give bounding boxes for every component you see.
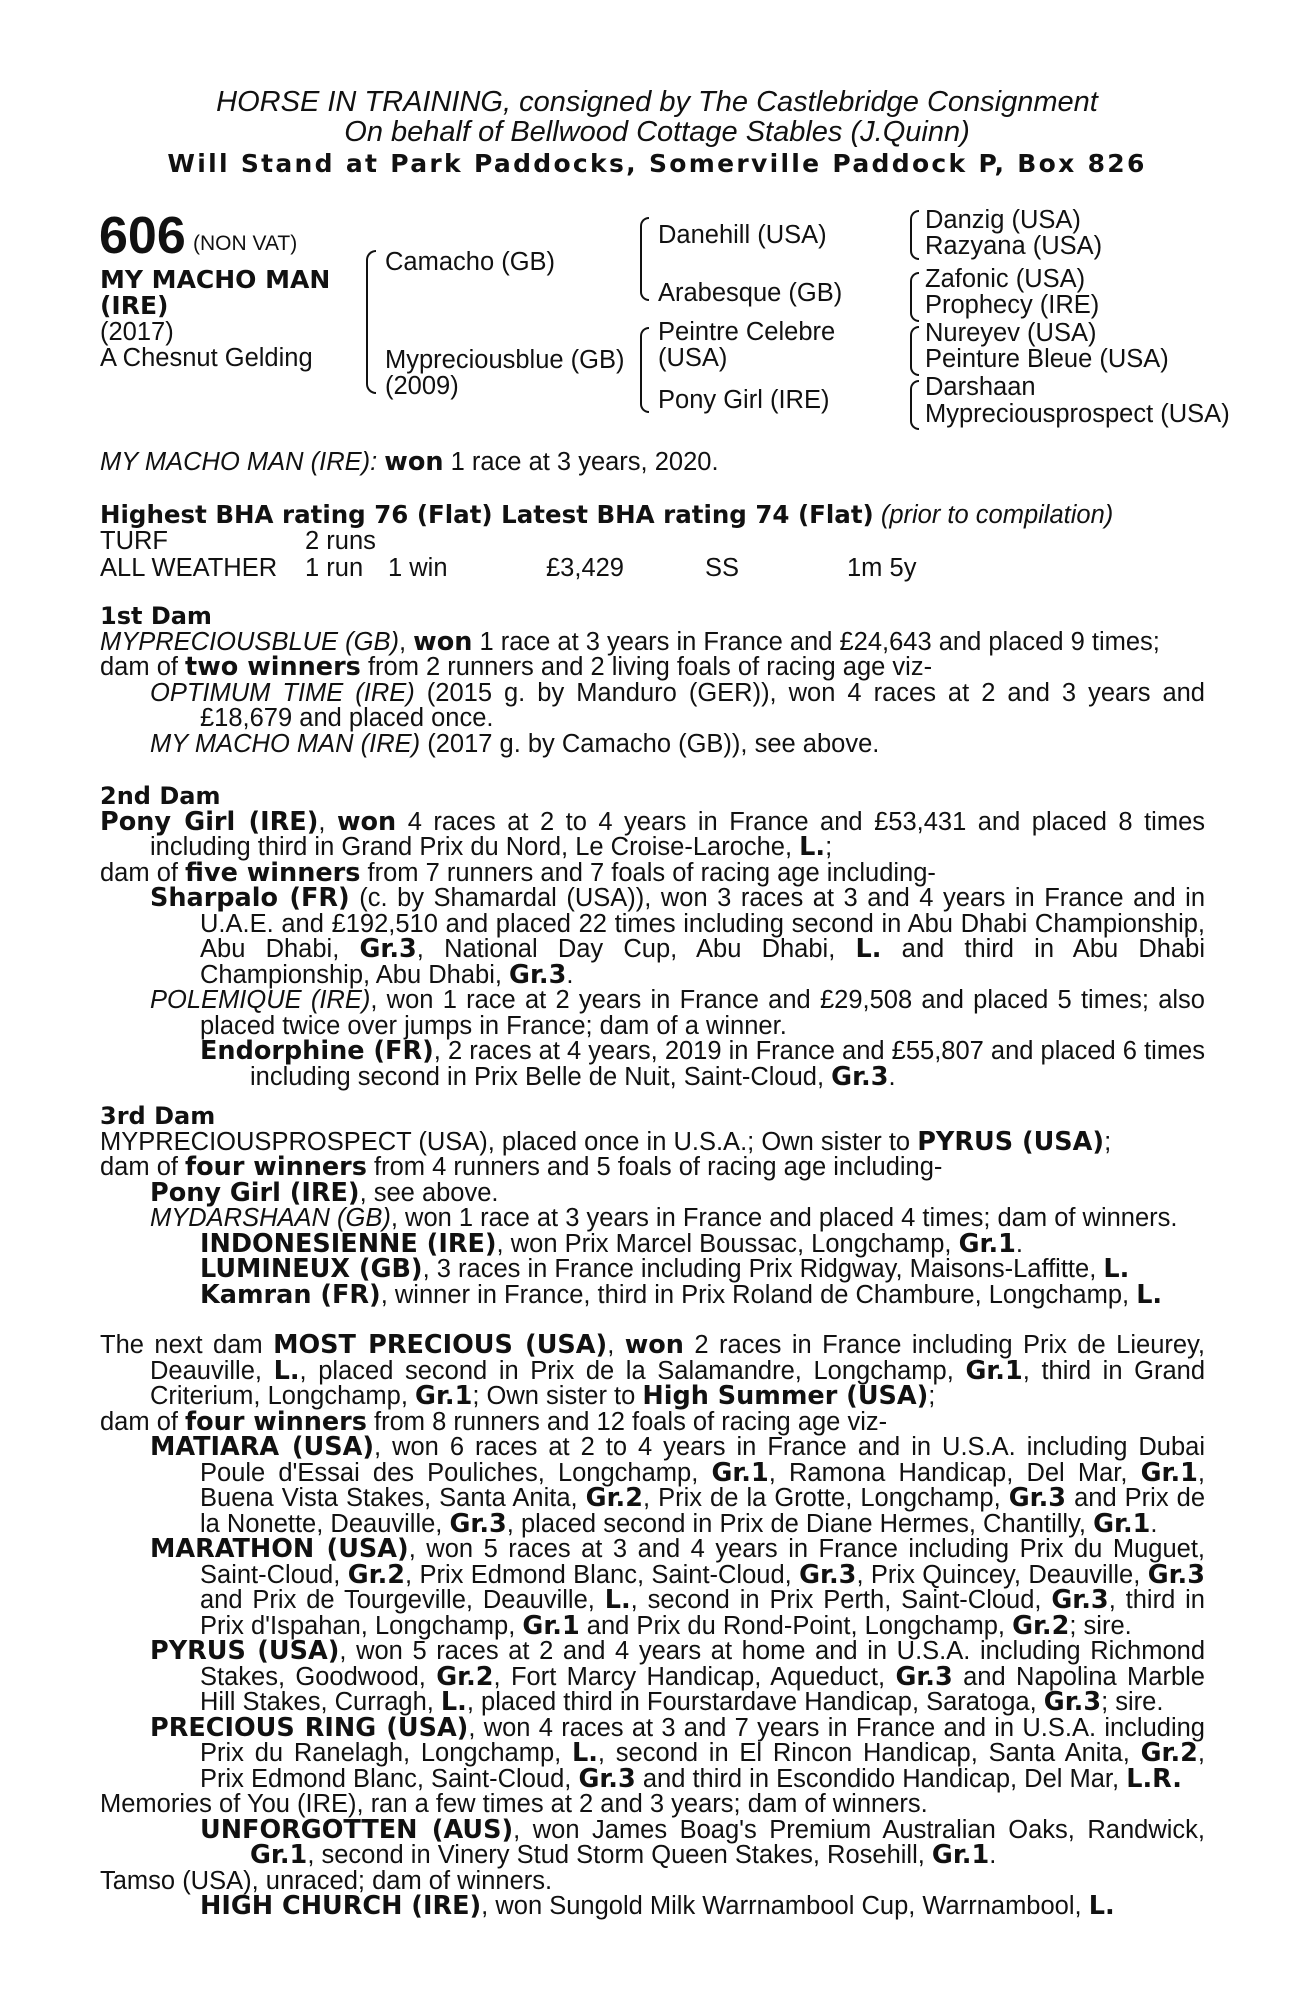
horse-description: A Chesnut Gelding — [100, 344, 313, 372]
second-dam-grandfoal-endorphine: Endorphine (FR), 2 races at 4 years, 2019 in France and £55,807 and placed 6 times including second in Prix Belle de Nuit, Saint-Cloud, Gr.3. — [200, 1036, 1205, 1092]
next-dam-foal-pyrus: PYRUS (USA), won 5 races at 2 and 4 years at home and in U.S.A. including Richmond Stakes, Goodwood, Gr.2, Fort Marcy Handicap, Aqueduct, Gr.3 and Napolina Marble Hill Stakes, Curragh, L., placed third in Fourstardave Handicap, Saratoga, Gr.3; sire. — [150, 1636, 1206, 1717]
first-dam-foal-2: MY MACHO MAN (IRE) (2017 g. by Camacho (GB)), see above. — [150, 729, 880, 758]
next-dam-record: The next dam MOST PRECIOUS (USA), won 2 races in France including Prix de Lieurey, Deauville, L., placed second in Prix de la Salamandre, Longchamp, Gr.1, third in Grand Criterium, Longchamp, Gr.1; Own sister to High Summer (USA); — [100, 1330, 1206, 1411]
pedigree-dam-sire: Peintre Celebre — [658, 318, 836, 346]
foaling-year: (2017) — [100, 318, 174, 346]
aw-surface: SS — [705, 554, 740, 582]
next-dam-produce: dam of four winners from 8 runners and 12 foals of racing age viz- — [100, 1406, 888, 1437]
race-summary: MY MACHO MAN (IRE): won 1 race at 3 years, 2020. — [100, 447, 719, 477]
first-dam-produce: dam of two winners from 2 runners and 2 living foals of racing age viz- — [100, 652, 933, 682]
next-dam-section — [100, 1330, 1206, 1921]
next-dam-foal-tamso: Tamso (USA), unraced; dam of winners. — [100, 1866, 553, 1895]
third-dam-section — [100, 1104, 1205, 1308]
next-dam-grandfoal-unforgotten: UNFORGOTTEN (AUS), won James Boag's Premium Australian Oaks, Randwick, Gr.1, second in Vinery Stud Storm Queen Stakes, Rosehill, Gr.1. — [200, 1814, 1206, 1870]
first-dam-heading: 1st Dam — [100, 602, 212, 630]
third-dam-record: MYPRECIOUSPROSPECT (USA), placed once in U.S.A.; Own sister to PYRUS (USA); — [100, 1126, 1112, 1157]
third-dam-foal-pony-girl: Pony Girl (IRE), see above. — [150, 1177, 499, 1208]
pedigree-dam-dam: Pony Girl (IRE) — [658, 386, 830, 414]
pedigree-gen3-7: Darshaan — [925, 373, 1036, 401]
lot-number: 606 — [99, 207, 186, 265]
aw-prize: £3,429 — [546, 554, 624, 582]
next-dam-grandfoal-high-church: HIGH CHURCH (IRE), won Sungold Milk Warrnambool Cup, Warrnambool, L. — [200, 1891, 1115, 1921]
first-dam-record: MYPRECIOUSBLUE (GB), won 1 race at 3 years in France and £24,643 and placed 9 times; — [100, 626, 1160, 657]
second-dam-heading: 2nd Dam — [100, 782, 221, 810]
horse-name-country: (IRE) — [100, 291, 169, 320]
pedigree-gen3-5: Nureyev (USA) — [925, 319, 1097, 347]
pedigree-brace-main — [366, 250, 376, 394]
pedigree-gen3-2: Razyana (USA) — [925, 232, 1103, 260]
pedigree-gen3-1: Danzig (USA) — [925, 206, 1081, 234]
second-dam-produce: dam of five winners from 7 runners and 7 foals of racing age including- — [100, 857, 936, 888]
bha-rating: Highest BHA rating 76 (Flat) Latest BHA rating 74 (Flat) (prior to compilation) — [100, 500, 1114, 529]
pedigree-brace-4b — [910, 272, 919, 322]
pedigree-brace-dam — [640, 327, 649, 413]
pedigree-brace-4a — [910, 210, 919, 260]
pedigree-dam-year: (2009) — [385, 372, 459, 400]
vat-status: (NON VAT) — [193, 232, 298, 255]
second-dam-foal-polemique: POLEMIQUE (IRE), won 1 race at 2 years in France and £29,508 and placed 5 times; also placed twice over jumps in France; dam of a winner. — [150, 986, 1205, 1040]
pedigree-brace-4c — [910, 326, 919, 376]
consignor-line: HORSE IN TRAINING, consigned by The Castlebridge Consignment — [216, 86, 1098, 118]
first-dam-section — [100, 604, 1205, 757]
aw-wins: 1 win — [388, 554, 448, 582]
pedigree-gen3-8: Mypreciousprospect (USA) — [925, 400, 1230, 428]
on-behalf-line: On behalf of Bellwood Cottage Stables (J.Quinn) — [344, 116, 970, 148]
pedigree-gen3-6: Peinture Bleue (USA) — [925, 345, 1169, 373]
stand-location-line: Will Stand at Park Paddocks, Somerville Paddock P, Box 826 — [167, 149, 1147, 178]
pedigree-dam-sire-country: (USA) — [658, 344, 728, 372]
pedigree-gen3-3: Zafonic (USA) — [925, 265, 1086, 293]
second-dam-foal-sharpalo: Sharpalo (FR) (c. by Shamardal (USA)), won 3 races at 3 and 4 years in France and in U.A.E. and £192,510 and placed 22 times including second in Abu Dhabi Championship, Abu Dhabi, Gr.3, National Day Cup, Abu Dhabi, L. and third in Abu Dhabi Championship, Abu Dhabi, Gr.3. — [150, 883, 1206, 990]
turf-runs: 2 runs — [305, 527, 376, 555]
next-dam-foal-precious-ring: PRECIOUS RING (USA), won 4 races at 3 and 7 years in France and in U.S.A. including Prix du Ranelagh, Longchamp, L., second in El Rincon Handicap, Santa Anita, Gr.2, Prix Edmond Blanc, Saint-Cloud, Gr.3 and third in Escondido Handicap, Del Mar, L.R. — [150, 1712, 1205, 1794]
next-dam-foal-matiara: MATIARA (USA), won 6 races at 2 to 4 years in France and in U.S.A. including Dubai Poule d'Essai des Pouliches, Longchamp, Gr.1, Ramona Handicap, Del Mar, Gr.1, Buena Vista Stakes, Santa Anita, Gr.2, Prix de la Grotte, Longchamp, Gr.3 and Prix de la Nonette, Deauville, Gr.3, placed second in Prix de Diane Hermes, Chantilly, Gr.1. — [150, 1432, 1205, 1539]
pedigree-brace-4d — [910, 380, 919, 430]
next-dam-foal-marathon: MARATHON (USA), won 5 races at 3 and 4 years in France including Prix du Muguet, Saint-Cloud, Gr.2, Prix Edmond Blanc, Saint-Cloud, Gr.3, Prix Quincey, Deauville, Gr.3 and Prix de Tourgeville, Deauville, L., second in Prix Perth, Saint-Cloud, Gr.3, third in Prix d'Ispahan, Longchamp, Gr.1 and Prix du Rond-Point, Longchamp, Gr.2; sire. — [150, 1534, 1206, 1641]
third-dam-grandfoal-kamran: Kamran (FR), winner in France, third in Prix Roland de Chambure, Longchamp, L. — [200, 1279, 1163, 1310]
third-dam-produce: dam of four winners from 4 runners and 5 foals of racing age including- — [100, 1152, 943, 1182]
second-dam-record: Pony Girl (IRE), won 4 races at 2 to 4 years in France and £53,431 and placed 8 times including third in Grand Prix du Nord, Le Croise-Laroche, L.; — [100, 806, 1206, 862]
pedigree-sire-dam: Arabesque (GB) — [658, 279, 843, 307]
aw-label: ALL WEATHER — [100, 554, 278, 582]
pedigree-sire-sire: Danehill (USA) — [658, 221, 827, 249]
pedigree-gen3-4: Prophecy (IRE) — [925, 291, 1100, 319]
next-dam-foal-memories: Memories of You (IRE), ran a few times at 2 and 3 years; dam of winners. — [100, 1790, 928, 1818]
pedigree-dam: Mypreciousblue (GB) — [385, 346, 625, 374]
second-dam-section — [100, 784, 1205, 1090]
third-dam-grandfoal-lumineux: LUMINEUX (GB), 3 races in France including Prix Ridgway, Maisons-Laffitte, L. — [200, 1254, 1130, 1284]
aw-runs: 1 run — [305, 554, 364, 582]
third-dam-heading: 3rd Dam — [100, 1102, 216, 1130]
aw-distance: 1m 5y — [847, 554, 917, 582]
pedigree-sire: Camacho (GB) — [385, 248, 556, 276]
third-dam-foal-mydarshaan: MYDARSHAAN (GB), won 1 race at 3 years in France and placed 4 times; dam of winners. — [150, 1204, 1178, 1232]
third-dam-grandfoal-indonesienne: INDONESIENNE (IRE), won Prix Marcel Boussac, Longchamp, Gr.1. — [200, 1228, 1023, 1259]
pedigree-brace-sire — [640, 217, 649, 301]
turf-label: TURF — [100, 527, 168, 555]
first-dam-foal-1: OPTIMUM TIME (IRE) (2015 g. by Manduro (GER)), won 4 races at 2 and 3 years and £18,679 and placed once. — [150, 678, 1205, 732]
horse-name: MY MACHO MAN — [100, 265, 331, 294]
